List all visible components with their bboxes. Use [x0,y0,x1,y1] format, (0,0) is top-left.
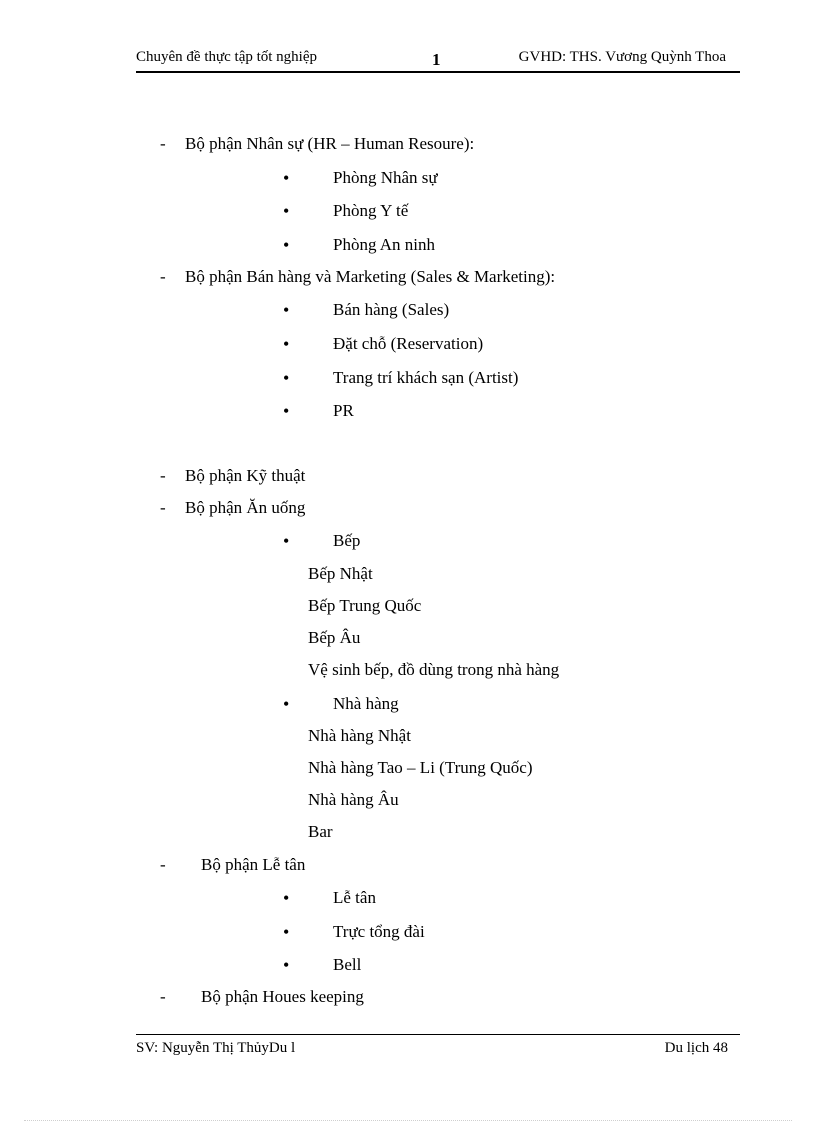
list-item: Bếp [333,531,361,550]
page-bottom-divider [24,1120,792,1121]
bullet-marker: • [283,300,290,320]
list-item: Phòng Nhân sự [333,168,438,187]
bullet-marker: • [283,368,290,388]
bullet-marker: • [283,235,290,255]
dash-marker: - [160,987,166,1006]
list-item: Phòng Y tế [333,201,409,220]
list-item: Trực tổng đài [333,922,425,941]
dash-marker: - [160,267,166,286]
dash-marker: - [160,134,166,153]
header-page-number: 1 [432,50,441,69]
section-title-sales: Bộ phận Bán hàng và Marketing (Sales & Marketing): [185,267,556,286]
footer-class: Du lịch 48 [664,1040,728,1056]
page-header [136,49,740,73]
sub-item: Bếp Trung Quốc [308,596,422,615]
bullet-marker: • [283,334,290,354]
bullet-marker: • [283,168,290,188]
footer-student: SV: Nguyễn Thị ThủyDu l [136,1040,296,1056]
dash-marker: - [160,466,166,485]
sub-item: Bar [308,822,333,841]
list-item: Nhà hàng [333,694,399,713]
bullet-marker: • [283,401,290,421]
list-item: Bell [333,955,362,974]
list-item: Phòng An ninh [333,235,436,254]
bullet-marker: • [283,201,290,221]
section-title-fnb: Bộ phận Ăn uống [185,498,306,517]
bullet-marker: • [283,922,290,942]
section-title-hr: Bộ phận Nhân sự (HR – Human Resoure): [185,134,475,153]
sub-item: Nhà hàng Nhật [308,726,411,745]
bullet-marker: • [283,531,290,551]
bullet-marker: • [283,694,290,714]
list-item: Bán hàng (Sales) [333,300,450,319]
sub-item: Nhà hàng Tao – Li (Trung Quốc) [308,758,533,777]
header-title: Chuyên đề thực tập tốt nghiệp [136,49,318,65]
dash-marker: - [160,855,166,874]
section-title-housekeeping: Bộ phận Houes keeping [201,987,364,1006]
dash-marker: - [160,498,166,517]
section-title-engineering: Bộ phận Kỹ thuật [185,466,306,485]
list-item: Trang trí khách sạn (Artist) [333,368,519,387]
sub-item: Bếp Âu [308,628,361,647]
list-item: Lễ tân [333,888,376,907]
list-item: Đặt chỗ (Reservation) [333,334,484,353]
sub-item: Vệ sinh bếp, đồ dùng trong nhà hàng [308,660,560,679]
sub-item: Nhà hàng Âu [308,790,399,809]
list-item: PR [333,401,354,420]
bullet-marker: • [283,888,290,908]
header-advisor: GVHD: THS. Vương Quỳnh Thoa [518,49,726,65]
sub-item: Bếp Nhật [308,564,373,583]
bullet-marker: • [283,955,290,975]
page-footer [136,1034,740,1062]
section-title-front-office: Bộ phận Lễ tân [201,855,306,874]
